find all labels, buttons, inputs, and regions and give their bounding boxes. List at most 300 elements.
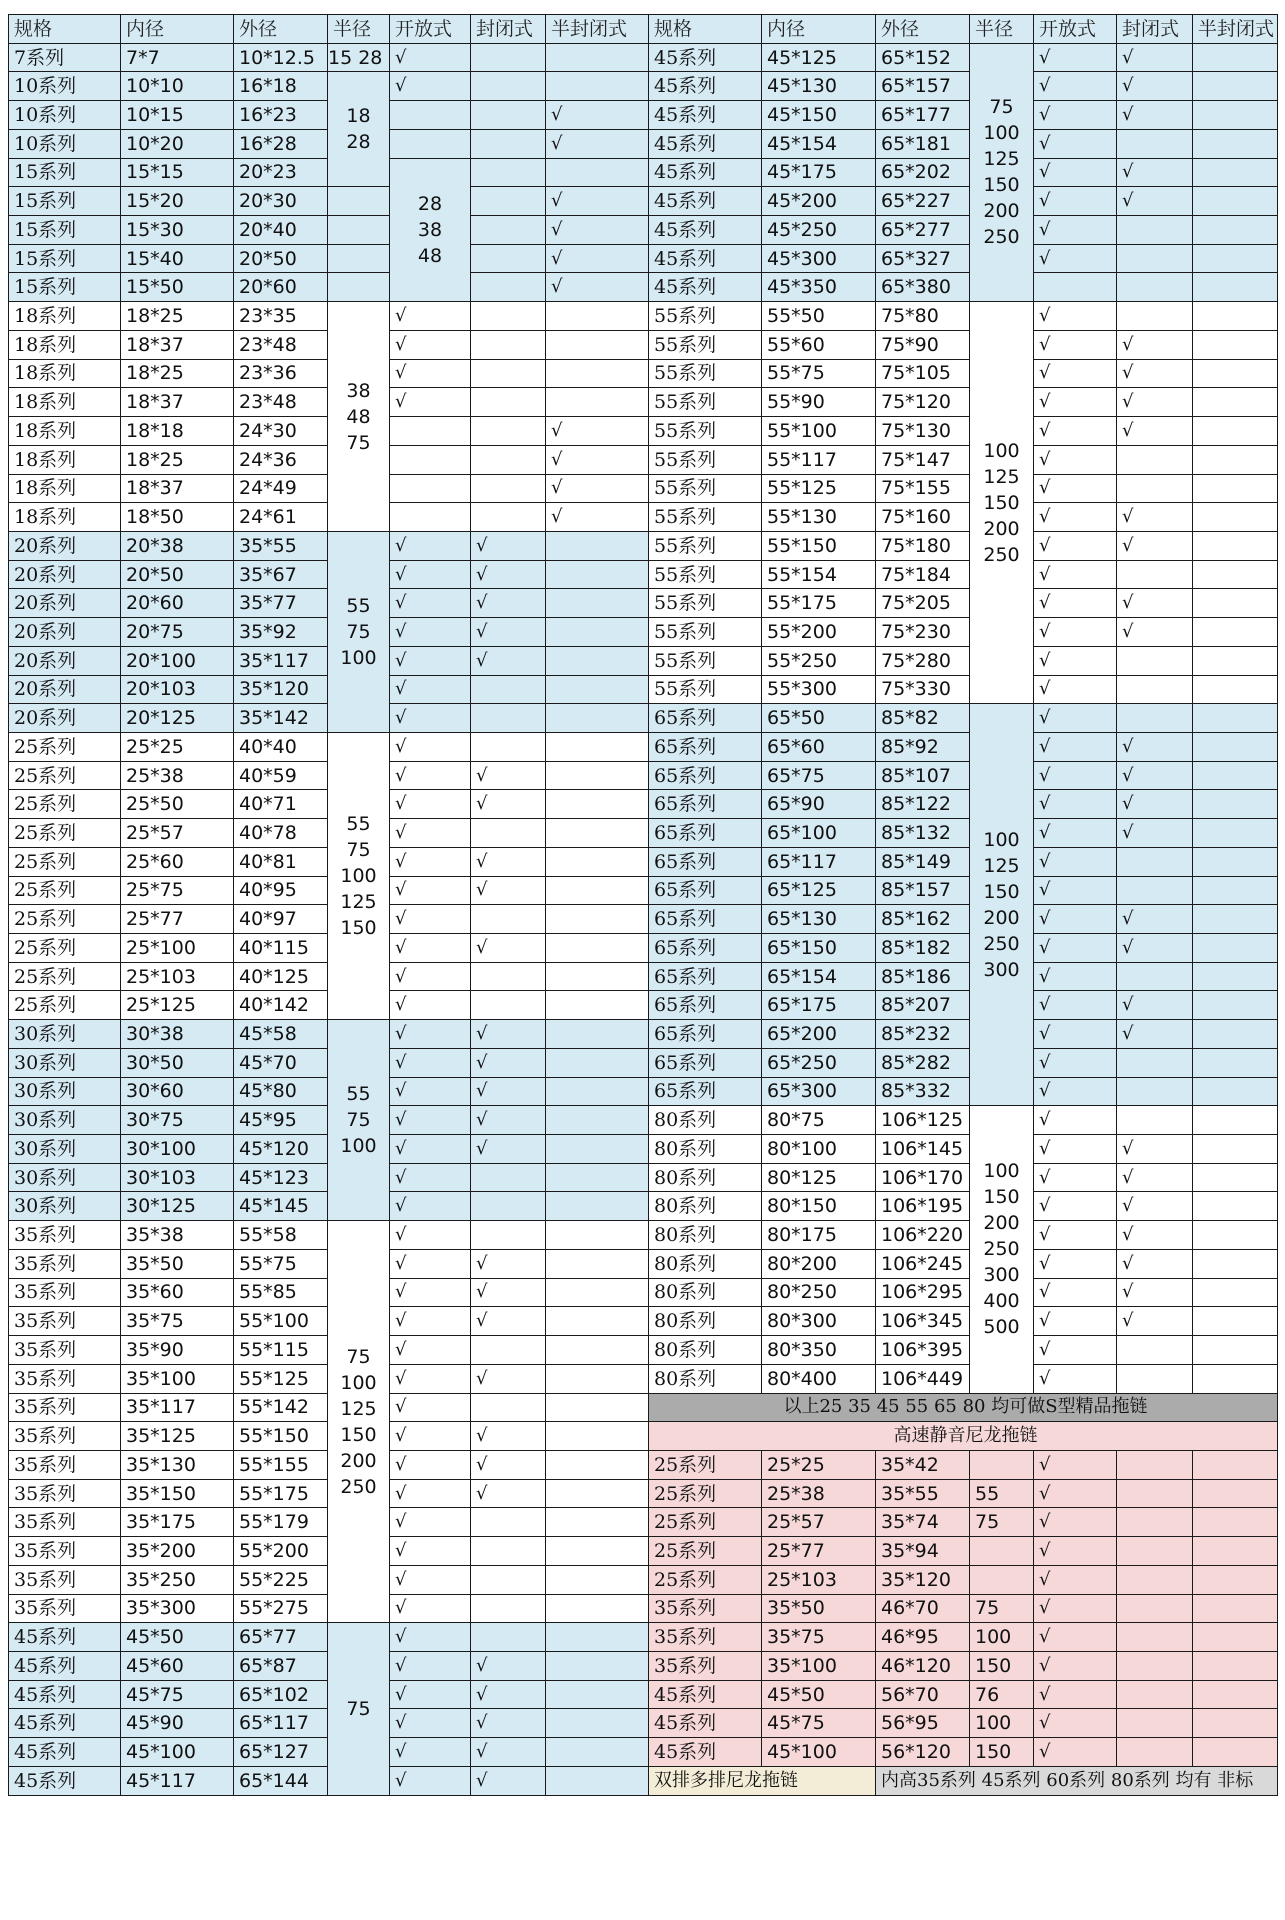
- inner-size-cell: 55*75: [762, 359, 876, 388]
- semi-closed-check-cell: [1193, 273, 1278, 302]
- series-cell: 10系列: [9, 129, 121, 158]
- semi-closed-check-cell: [1193, 905, 1278, 934]
- semi-closed-check-cell: [1193, 187, 1278, 216]
- closed-check-cell: [471, 388, 546, 417]
- outer-size-cell: 24*30: [234, 417, 328, 446]
- semi-closed-check-cell: [1193, 589, 1278, 618]
- outer-size-cell: 106*145: [876, 1135, 970, 1164]
- semi-closed-check-cell: [546, 302, 649, 331]
- inner-size-cell: 45*125: [762, 43, 876, 72]
- outer-size-cell: 75*205: [876, 589, 970, 618]
- inner-size-cell: 25*103: [762, 1565, 876, 1594]
- semi-closed-type-header: 半封闭式: [1193, 15, 1278, 44]
- outer-size-cell: 35*92: [234, 618, 328, 647]
- outer-size-cell: 75*105: [876, 359, 970, 388]
- outer-size-cell: 23*48: [234, 330, 328, 359]
- radius-cell: 75: [970, 1508, 1034, 1537]
- spec-row: [649, 905, 1278, 934]
- open-check-cell: √: [390, 560, 471, 589]
- nylon-row: [649, 1450, 1278, 1479]
- inner-size-cell: 30*125: [121, 1192, 234, 1221]
- closed-check-cell: [471, 819, 546, 848]
- semi-closed-check-cell: [1193, 560, 1278, 589]
- series-cell: 25系列: [9, 790, 121, 819]
- series-cell: 55系列: [649, 618, 762, 647]
- inner-size-cell: 55*150: [762, 531, 876, 560]
- radius-cell: 38 48 75: [328, 302, 390, 532]
- inner-size-cell: 35*100: [762, 1651, 876, 1680]
- series-cell: 45系列: [649, 158, 762, 187]
- outer-size-cell: 45*80: [234, 1077, 328, 1106]
- open-check-cell: √: [390, 72, 471, 101]
- semi-closed-check-cell: [546, 790, 649, 819]
- semi-closed-check-cell: [1193, 1738, 1278, 1767]
- inner-size-cell: 25*38: [762, 1479, 876, 1508]
- semi-closed-check-cell: [1193, 876, 1278, 905]
- outer-size-cell: 56*95: [876, 1709, 970, 1738]
- closed-check-cell: [1117, 1336, 1193, 1365]
- closed-check-cell: [1117, 216, 1193, 245]
- series-cell: 55系列: [649, 417, 762, 446]
- inner-size-cell: 55*154: [762, 560, 876, 589]
- inner-size-cell: 80*175: [762, 1221, 876, 1250]
- inner-size-cell: 15*15: [121, 158, 234, 187]
- spec-sheet: [8, 14, 1277, 1910]
- inner-size-cell: 25*77: [762, 1537, 876, 1566]
- spec-row: [649, 761, 1278, 790]
- closed-check-cell: √: [471, 761, 546, 790]
- spec-row: [649, 618, 1278, 647]
- closed-check-cell: [1117, 273, 1193, 302]
- series-cell: 25系列: [9, 819, 121, 848]
- outer-size-cell: 75*230: [876, 618, 970, 647]
- open-check-cell: √: [390, 1135, 471, 1164]
- closed-check-cell: √: [1117, 1020, 1193, 1049]
- series-cell: 80系列: [649, 1364, 762, 1393]
- inner-size-cell: 30*60: [121, 1077, 234, 1106]
- closed-check-cell: √: [471, 1249, 546, 1278]
- open-check-cell: √: [390, 1307, 471, 1336]
- open-check-cell: √: [390, 1020, 471, 1049]
- inner-size-cell: 18*37: [121, 330, 234, 359]
- open-check-cell: √: [390, 1393, 471, 1422]
- outer-size-cell: 16*28: [234, 129, 328, 158]
- semi-closed-check-cell: [546, 876, 649, 905]
- inner-size-cell: 55*50: [762, 302, 876, 331]
- series-cell: 65系列: [649, 991, 762, 1020]
- closed-check-cell: √: [1117, 43, 1193, 72]
- semi-closed-check-cell: [546, 1738, 649, 1767]
- semi-closed-check-cell: [1193, 646, 1278, 675]
- closed-check-cell: √: [471, 1048, 546, 1077]
- inner-size-cell: 65*125: [762, 876, 876, 905]
- series-cell: 35系列: [649, 1623, 762, 1652]
- closed-check-cell: [1117, 646, 1193, 675]
- closed-check-cell: √: [471, 1106, 546, 1135]
- open-check-cell: √: [1034, 1479, 1117, 1508]
- outer-size-cell: 75*120: [876, 388, 970, 417]
- open-check-cell: √: [1034, 1221, 1117, 1250]
- inner-size-cell: 35*125: [121, 1422, 234, 1451]
- semi-closed-check-cell: [546, 1565, 649, 1594]
- closed-check-cell: [471, 330, 546, 359]
- open-check-cell: √: [1034, 732, 1117, 761]
- inner-size-cell: 18*37: [121, 388, 234, 417]
- nylon-row: [649, 1709, 1278, 1738]
- series-cell: 45系列: [649, 72, 762, 101]
- inner-size-cell: 80*125: [762, 1163, 876, 1192]
- inner-size-cell: 25*25: [121, 732, 234, 761]
- outer-size-cell: 40*125: [234, 962, 328, 991]
- closed-check-cell: √: [1117, 1135, 1193, 1164]
- radius-cell: 28 38 48: [390, 158, 471, 302]
- semi-closed-check-cell: [1193, 531, 1278, 560]
- inner-size-cell: 55*125: [762, 474, 876, 503]
- outer-size-cell: 35*120: [234, 675, 328, 704]
- semi-closed-check-cell: [1193, 618, 1278, 647]
- open-check-cell: [328, 273, 390, 302]
- inner-size-cell: 18*25: [121, 359, 234, 388]
- header-row: [649, 15, 1278, 44]
- inner-diameter-header: 内径: [121, 15, 234, 44]
- closed-check-cell: [471, 1508, 546, 1537]
- closed-check-cell: √: [1117, 72, 1193, 101]
- inner-size-cell: 35*175: [121, 1508, 234, 1537]
- open-check-cell: √: [1034, 158, 1117, 187]
- series-cell: 80系列: [649, 1278, 762, 1307]
- spec-header: 规格: [649, 15, 762, 44]
- outer-size-cell: 10*12.5: [234, 43, 328, 72]
- nylon-row: [649, 1508, 1278, 1537]
- semi-closed-check-cell: [1193, 1336, 1278, 1365]
- series-cell: 20系列: [9, 560, 121, 589]
- footer-row: [649, 1766, 1278, 1795]
- radius-cell: 100 125 150 200 250 300: [970, 704, 1034, 1106]
- s-type-note-row: [649, 1393, 1278, 1422]
- series-cell: 35系列: [9, 1221, 121, 1250]
- open-check-cell: √: [390, 790, 471, 819]
- closed-check-cell: [471, 43, 546, 72]
- outer-size-cell: 35*142: [234, 704, 328, 733]
- outer-size-cell: 75*184: [876, 560, 970, 589]
- semi-closed-check-cell: [546, 1393, 649, 1422]
- series-cell: 35系列: [9, 1422, 121, 1451]
- closed-check-cell: √: [471, 1680, 546, 1709]
- inner-size-cell: 25*57: [121, 819, 234, 848]
- open-check-cell: √: [390, 1106, 471, 1135]
- series-cell: 45系列: [649, 244, 762, 273]
- open-check-cell: √: [390, 1077, 471, 1106]
- outer-size-cell: 16*18: [234, 72, 328, 101]
- closed-check-cell: √: [471, 1307, 546, 1336]
- closed-check-cell: [1117, 1680, 1193, 1709]
- semi-closed-check-cell: [1193, 1450, 1278, 1479]
- series-cell: 18系列: [9, 302, 121, 331]
- outer-size-cell: 55*115: [234, 1336, 328, 1365]
- open-check-cell: √: [1034, 1364, 1117, 1393]
- outer-size-cell: 46*70: [876, 1594, 970, 1623]
- radius-cell: 150: [970, 1651, 1034, 1680]
- spec-row: [9, 216, 649, 245]
- semi-closed-check-cell: [546, 646, 649, 675]
- inner-size-cell: 15*30: [121, 216, 234, 245]
- outer-size-cell: 75*160: [876, 503, 970, 532]
- nylon-row: [649, 1651, 1278, 1680]
- outer-size-cell: 65*202: [876, 158, 970, 187]
- open-check-cell: √: [390, 646, 471, 675]
- series-cell: 30系列: [9, 1106, 121, 1135]
- inner-size-cell: 80*75: [762, 1106, 876, 1135]
- inner-size-cell: 25*100: [121, 934, 234, 963]
- semi-closed-check-cell: [1193, 1192, 1278, 1221]
- outer-size-cell: 55*85: [234, 1278, 328, 1307]
- radius-cell: 15 28: [328, 43, 390, 72]
- inner-size-cell: 20*50: [121, 560, 234, 589]
- inner-size-cell: 25*77: [121, 905, 234, 934]
- outer-size-cell: 55*179: [234, 1508, 328, 1537]
- closed-check-cell: [471, 359, 546, 388]
- open-check-cell: [1034, 273, 1117, 302]
- series-cell: 25系列: [649, 1565, 762, 1594]
- closed-check-cell: [1117, 129, 1193, 158]
- outer-size-cell: 65*144: [234, 1766, 328, 1795]
- inner-size-cell: 35*50: [121, 1249, 234, 1278]
- open-type-header: 开放式: [1034, 15, 1117, 44]
- series-cell: 35系列: [9, 1336, 121, 1365]
- spec-row: [649, 732, 1278, 761]
- outer-size-cell: 24*36: [234, 445, 328, 474]
- outer-size-cell: 55*155: [234, 1450, 328, 1479]
- spec-row: [649, 1106, 1278, 1135]
- series-cell: 55系列: [649, 302, 762, 331]
- outer-size-cell: 106*449: [876, 1364, 970, 1393]
- series-cell: 18系列: [9, 417, 121, 446]
- closed-check-cell: √: [1117, 905, 1193, 934]
- inner-size-cell: 35*200: [121, 1537, 234, 1566]
- outer-size-cell: 40*95: [234, 876, 328, 905]
- inner-size-cell: 65*60: [762, 732, 876, 761]
- semi-closed-check-cell: [546, 1249, 649, 1278]
- outer-size-cell: 20*60: [234, 273, 328, 302]
- closed-check-cell: [1117, 445, 1193, 474]
- series-cell: 15系列: [9, 216, 121, 245]
- series-cell: 30系列: [9, 1048, 121, 1077]
- inner-size-cell: 10*20: [121, 129, 234, 158]
- semi-closed-check-cell: [1193, 216, 1278, 245]
- outer-size-cell: 23*48: [234, 388, 328, 417]
- closed-check-cell: [471, 1537, 546, 1566]
- open-check-cell: √: [1034, 474, 1117, 503]
- outer-size-cell: 55*175: [234, 1479, 328, 1508]
- spec-row: [649, 445, 1278, 474]
- open-check-cell: √: [1034, 962, 1117, 991]
- inner-size-cell: 30*38: [121, 1020, 234, 1049]
- semi-closed-check-cell: √: [546, 216, 649, 245]
- semi-closed-check-cell: [546, 1163, 649, 1192]
- spec-row: [649, 187, 1278, 216]
- inner-size-cell: 30*75: [121, 1106, 234, 1135]
- outer-size-cell: 65*327: [876, 244, 970, 273]
- open-check-cell: √: [390, 704, 471, 733]
- closed-check-cell: [471, 1565, 546, 1594]
- spec-row: [649, 646, 1278, 675]
- closed-check-cell: √: [1117, 1221, 1193, 1250]
- spec-row: [649, 129, 1278, 158]
- open-check-cell: [471, 158, 546, 187]
- open-check-cell: √: [1034, 1048, 1117, 1077]
- semi-closed-check-cell: [1193, 761, 1278, 790]
- inner-size-cell: 35*75: [121, 1307, 234, 1336]
- series-cell: 55系列: [649, 560, 762, 589]
- open-check-cell: √: [1034, 646, 1117, 675]
- series-cell: 55系列: [649, 474, 762, 503]
- semi-closed-check-cell: [546, 1106, 649, 1135]
- semi-closed-check-cell: [546, 1766, 649, 1795]
- inner-size-cell: 45*100: [121, 1738, 234, 1767]
- open-check-cell: √: [1034, 216, 1117, 245]
- inner-size-cell: 65*250: [762, 1048, 876, 1077]
- series-cell: 55系列: [649, 503, 762, 532]
- spec-row: [649, 675, 1278, 704]
- inner-size-cell: 45*100: [762, 1738, 876, 1767]
- series-cell: 25系列: [649, 1508, 762, 1537]
- open-check-cell: √: [390, 1680, 471, 1709]
- series-cell: 18系列: [9, 503, 121, 532]
- semi-closed-check-cell: [1193, 1135, 1278, 1164]
- open-check-cell: √: [1034, 330, 1117, 359]
- spec-row: [9, 1221, 649, 1250]
- series-cell: 25系列: [9, 732, 121, 761]
- outer-size-cell: 75*90: [876, 330, 970, 359]
- spec-row: [649, 474, 1278, 503]
- open-check-cell: √: [1034, 503, 1117, 532]
- closed-check-cell: [471, 129, 546, 158]
- open-check-cell: [390, 445, 471, 474]
- spec-header: 规格: [9, 15, 121, 44]
- series-cell: 80系列: [649, 1192, 762, 1221]
- inner-size-cell: 55*117: [762, 445, 876, 474]
- outer-diameter-header: 外径: [876, 15, 970, 44]
- closed-check-cell: [1117, 1565, 1193, 1594]
- open-check-cell: √: [1034, 790, 1117, 819]
- spec-row: [649, 244, 1278, 273]
- outer-size-cell: 65*277: [876, 216, 970, 245]
- outer-size-cell: 65*87: [234, 1651, 328, 1680]
- inner-size-cell: 25*103: [121, 962, 234, 991]
- semi-closed-check-cell: [1193, 1020, 1278, 1049]
- open-check-cell: √: [1034, 1565, 1117, 1594]
- series-cell: 7系列: [9, 43, 121, 72]
- closed-check-cell: [471, 474, 546, 503]
- closed-check-cell: [471, 302, 546, 331]
- semi-closed-check-cell: [546, 905, 649, 934]
- open-check-cell: √: [1034, 560, 1117, 589]
- closed-check-cell: √: [1117, 1163, 1193, 1192]
- open-check-cell: √: [1034, 1709, 1117, 1738]
- spec-row: [649, 72, 1278, 101]
- closed-check-cell: [471, 244, 546, 273]
- right-spec-table: [648, 14, 1278, 1796]
- outer-size-cell: 40*40: [234, 732, 328, 761]
- s-type-note: 以上25 35 45 55 65 80 均可做S型精品拖链: [649, 1393, 1278, 1422]
- semi-closed-check-cell: [1193, 1278, 1278, 1307]
- inner-size-cell: 10*10: [121, 72, 234, 101]
- closed-type-header: 封闭式: [471, 15, 546, 44]
- radius-cell: 100: [970, 1623, 1034, 1652]
- open-check-cell: √: [390, 302, 471, 331]
- outer-size-cell: 46*120: [876, 1651, 970, 1680]
- semi-closed-check-cell: [546, 1364, 649, 1393]
- nylon-row: [649, 1565, 1278, 1594]
- closed-check-cell: [1117, 1623, 1193, 1652]
- semi-closed-check-cell: [546, 1479, 649, 1508]
- open-check-cell: √: [1034, 704, 1117, 733]
- outer-size-cell: 23*36: [234, 359, 328, 388]
- closed-check-cell: √: [1117, 589, 1193, 618]
- inner-size-cell: 65*117: [762, 847, 876, 876]
- inner-size-cell: 65*154: [762, 962, 876, 991]
- series-cell: 35系列: [9, 1594, 121, 1623]
- outer-size-cell: 85*92: [876, 732, 970, 761]
- outer-size-cell: 40*71: [234, 790, 328, 819]
- closed-check-cell: [471, 216, 546, 245]
- open-check-cell: √: [390, 531, 471, 560]
- inner-size-cell: 20*125: [121, 704, 234, 733]
- spec-row: [649, 560, 1278, 589]
- outer-size-cell: 65*177: [876, 101, 970, 130]
- inner-size-cell: 65*200: [762, 1020, 876, 1049]
- inner-size-cell: 30*100: [121, 1135, 234, 1164]
- series-cell: 45系列: [649, 101, 762, 130]
- open-check-cell: √: [1034, 1450, 1117, 1479]
- spec-row: [649, 1163, 1278, 1192]
- series-cell: 45系列: [9, 1623, 121, 1652]
- nylon-title-row: [649, 1422, 1278, 1451]
- semi-closed-check-cell: √: [546, 474, 649, 503]
- outer-size-cell: 24*61: [234, 503, 328, 532]
- series-cell: 45系列: [649, 187, 762, 216]
- spec-row: [9, 302, 649, 331]
- closed-check-cell: √: [1117, 819, 1193, 848]
- semi-closed-check-cell: [546, 934, 649, 963]
- closed-check-cell: √: [1117, 101, 1193, 130]
- series-cell: 55系列: [649, 445, 762, 474]
- closed-check-cell: √: [471, 531, 546, 560]
- outer-size-cell: 40*78: [234, 819, 328, 848]
- closed-check-cell: [1117, 1048, 1193, 1077]
- series-cell: 18系列: [9, 388, 121, 417]
- semi-closed-check-cell: [546, 589, 649, 618]
- inner-size-cell: 18*25: [121, 445, 234, 474]
- closed-check-cell: √: [471, 1278, 546, 1307]
- nylon-row: [649, 1623, 1278, 1652]
- inner-size-cell: 15*20: [121, 187, 234, 216]
- outer-size-cell: 45*95: [234, 1106, 328, 1135]
- semi-closed-check-cell: [546, 72, 649, 101]
- open-check-cell: √: [1034, 417, 1117, 446]
- outer-size-cell: 75*330: [876, 675, 970, 704]
- series-cell: 65系列: [649, 876, 762, 905]
- inner-size-cell: 55*90: [762, 388, 876, 417]
- semi-closed-check-cell: [1193, 1249, 1278, 1278]
- open-check-cell: √: [390, 876, 471, 905]
- closed-check-cell: [471, 187, 546, 216]
- series-cell: 65系列: [649, 905, 762, 934]
- closed-check-cell: [471, 1192, 546, 1221]
- open-check-cell: √: [390, 905, 471, 934]
- outer-size-cell: 40*142: [234, 991, 328, 1020]
- open-check-cell: √: [1034, 819, 1117, 848]
